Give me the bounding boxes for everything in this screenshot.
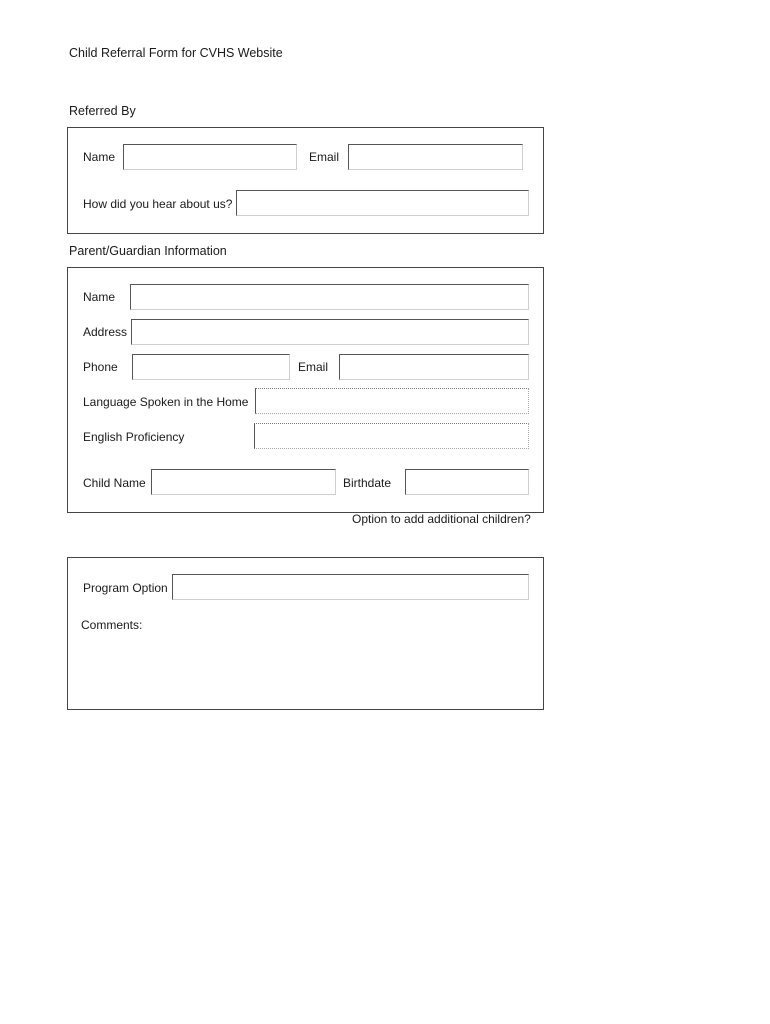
referrer-name-label: Name — [83, 150, 116, 164]
hear-about-input[interactable] — [236, 190, 529, 216]
guardian-email-input[interactable] — [339, 354, 529, 380]
english-proficiency-label: English Proficiency — [83, 430, 185, 444]
guardian-phone-label: Phone — [83, 360, 118, 374]
guardian-address-label: Address — [83, 325, 128, 339]
comments-label: Comments: — [81, 618, 143, 632]
referrer-email-input[interactable] — [348, 144, 523, 170]
guardian-heading: Parent/Guardian Information — [69, 244, 227, 258]
guardian-address-input[interactable] — [131, 319, 529, 345]
referred-by-panel — [67, 127, 544, 234]
guardian-name-input[interactable] — [130, 284, 529, 310]
program-panel — [67, 557, 544, 710]
hear-about-label: How did you hear about us? — [83, 197, 233, 211]
comments-textarea[interactable] — [80, 636, 534, 706]
language-label: Language Spoken in the Home — [83, 395, 249, 409]
referred-by-heading: Referred By — [69, 104, 136, 118]
language-input[interactable] — [255, 388, 529, 414]
english-proficiency-input[interactable] — [254, 423, 529, 449]
birthdate-label: Birthdate — [343, 476, 392, 490]
program-option-input[interactable] — [172, 574, 529, 600]
guardian-panel — [67, 267, 544, 513]
add-children-link[interactable]: Option to add additional children? — [352, 512, 531, 526]
child-name-label: Child Name — [83, 476, 146, 490]
referrer-email-label: Email — [309, 150, 340, 164]
program-option-label: Program Option — [83, 581, 168, 595]
page-title: Child Referral Form for CVHS Website — [69, 46, 283, 60]
child-name-input[interactable] — [151, 469, 336, 495]
guardian-phone-input[interactable] — [132, 354, 290, 380]
guardian-name-label: Name — [83, 290, 116, 304]
referrer-name-input[interactable] — [123, 144, 297, 170]
guardian-email-label: Email — [298, 360, 329, 374]
birthdate-input[interactable] — [405, 469, 529, 495]
